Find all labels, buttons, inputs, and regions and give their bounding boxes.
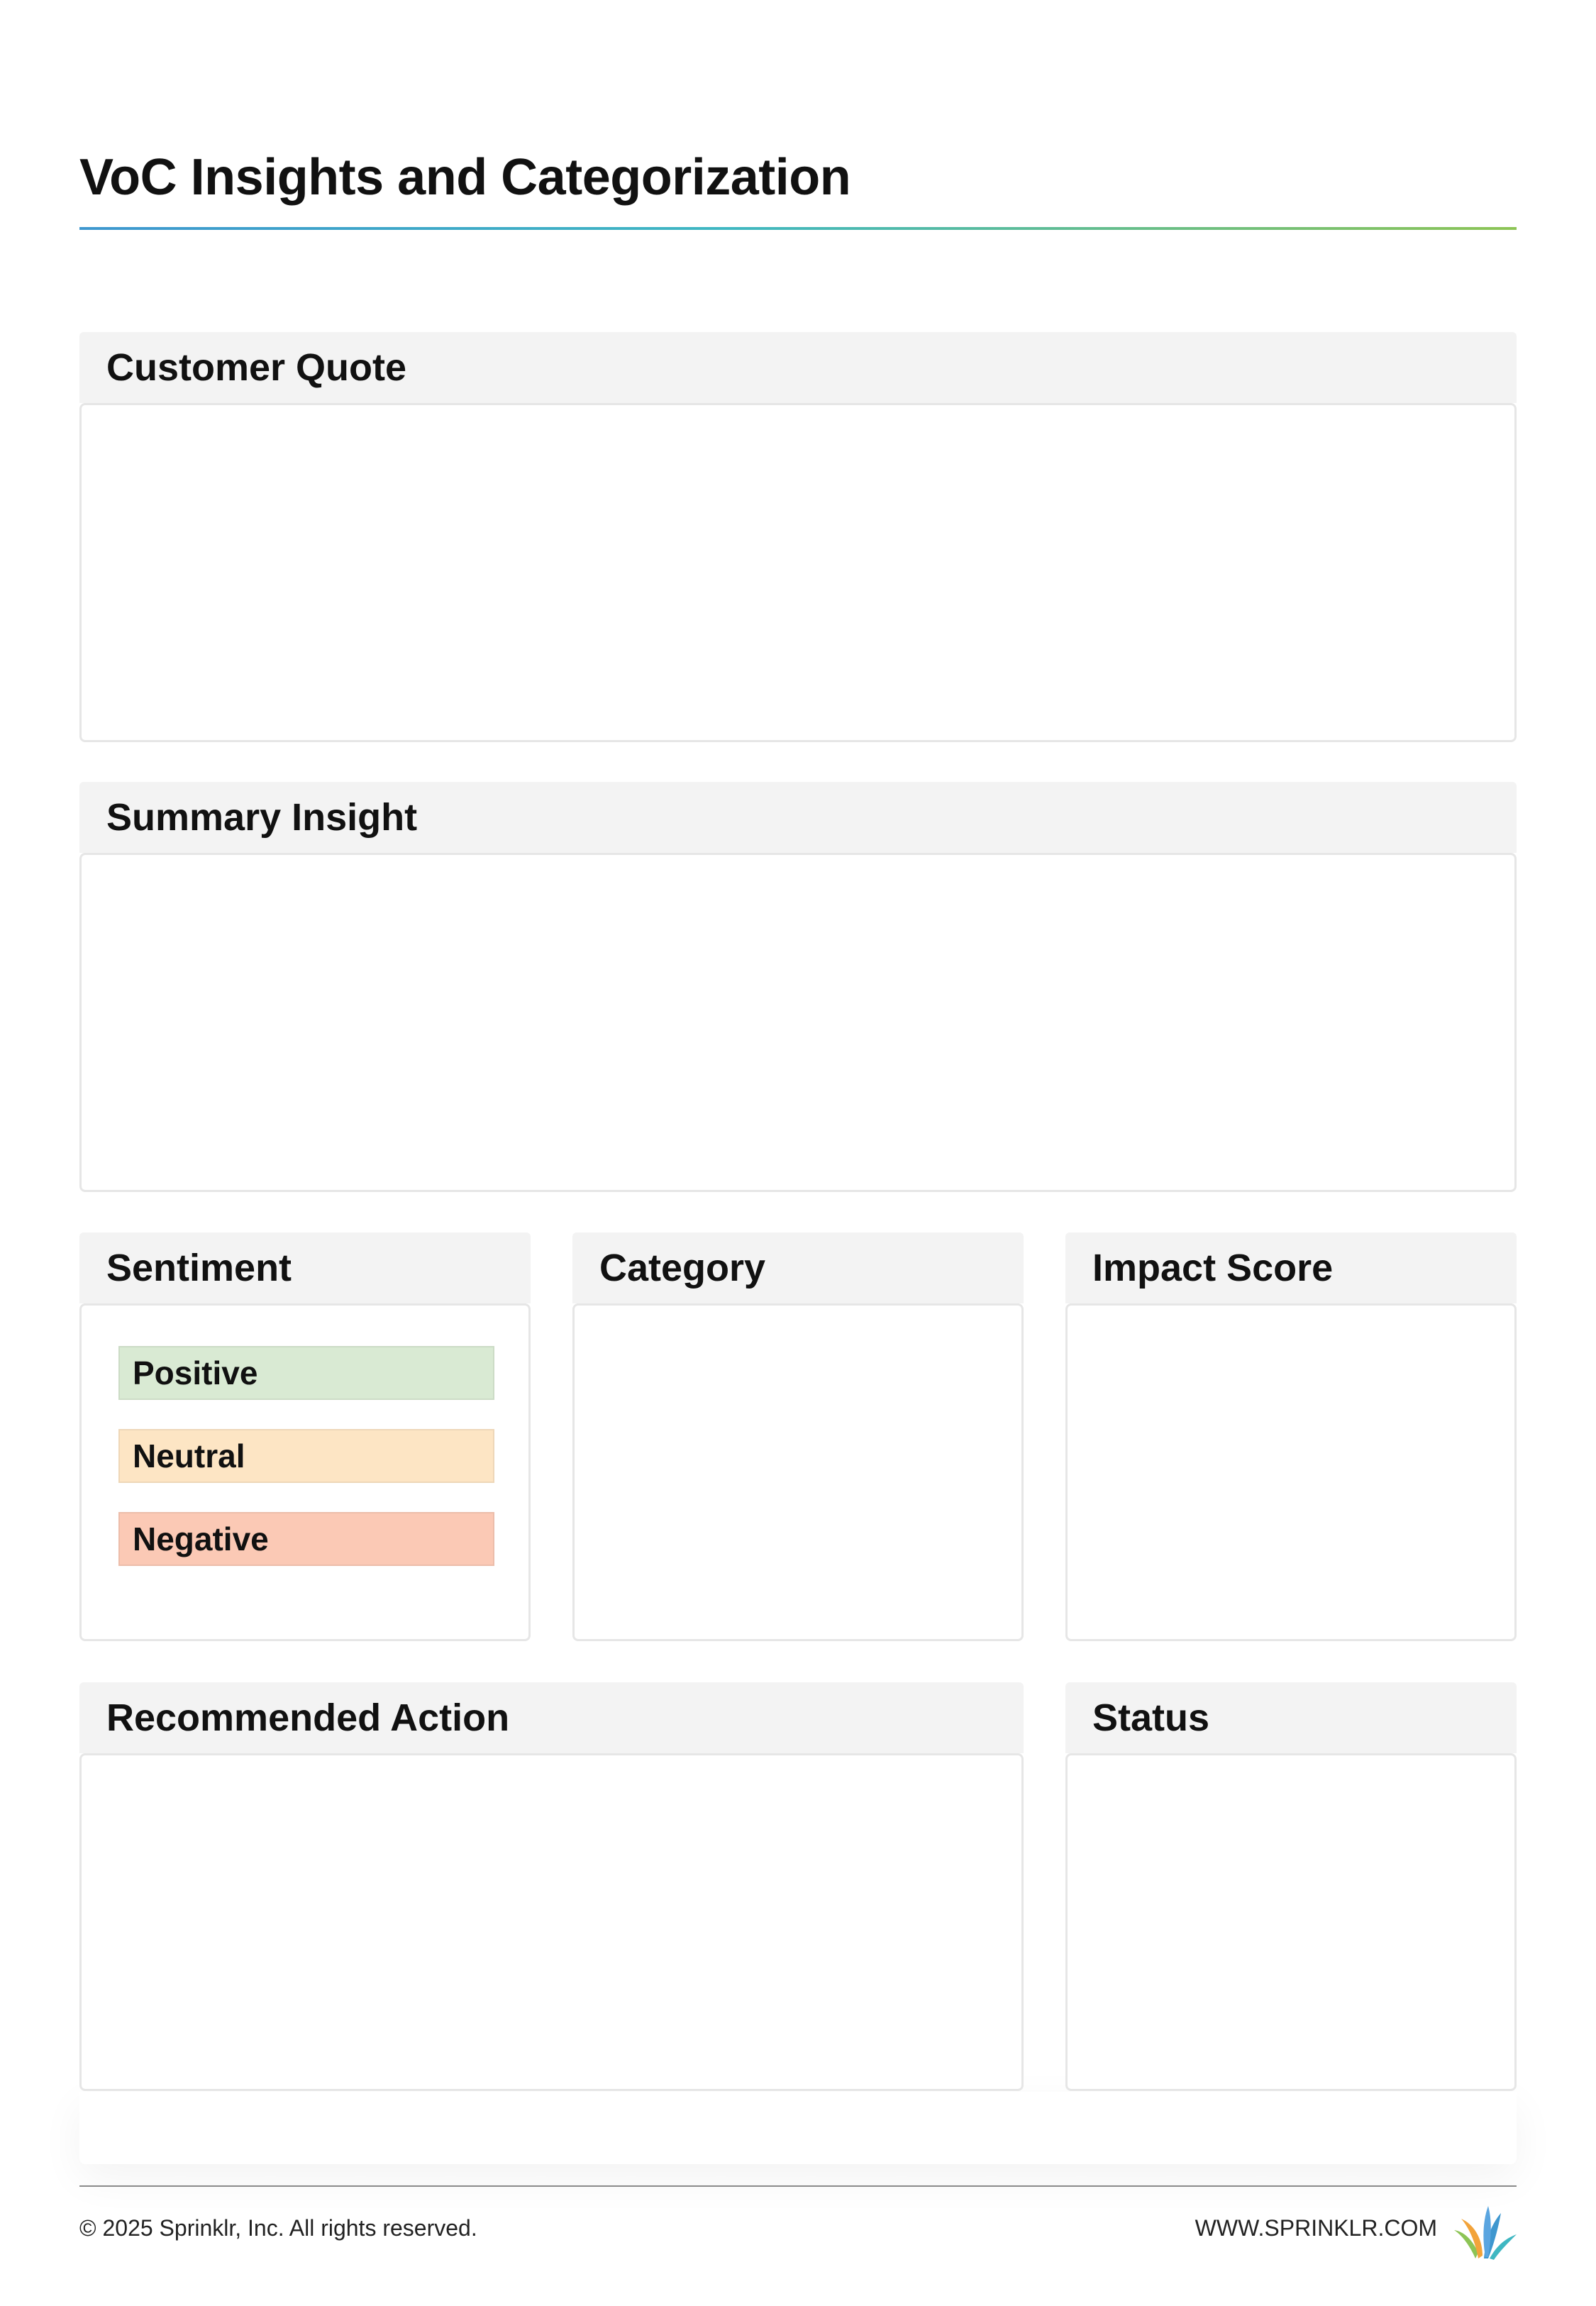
summary-insight-field[interactable] [79,853,1517,1192]
title-underline [79,227,1517,230]
sentiment-section [79,1232,531,1641]
sentiment-header: Sentiment [79,1232,531,1303]
impact-score-section [1065,1232,1517,1641]
customer-quote-header: Customer Quote [79,332,1517,403]
category-section [572,1232,1024,1641]
status-header: Status [1065,1682,1517,1753]
summary-insight-section [79,782,1517,1192]
customer-quote-section [79,332,1517,742]
status-field[interactable] [1065,1753,1517,2091]
category-header: Category [572,1232,1024,1303]
summary-insight-header: Summary Insight [79,782,1517,853]
footer-divider [79,2185,1517,2187]
sentiment-positive-option[interactable]: Positive [118,1346,494,1400]
sentiment-negative-option[interactable]: Negative [118,1512,494,1566]
recommended-action-section [79,1682,1024,2091]
sentiment-field [79,1303,531,1641]
footer-website-link[interactable]: WWW.SPRINKLR.COM [1195,2215,1437,2241]
impact-score-header: Impact Score [1065,1232,1517,1303]
recommended-action-header: Recommended Action [79,1682,1024,1753]
footer-copyright: © 2025 Sprinklr, Inc. All rights reserved. [79,2215,477,2241]
page-title: VoC Insights and Categorization [79,149,851,206]
status-section [1065,1682,1517,2091]
impact-score-field[interactable] [1065,1303,1517,1641]
customer-quote-field[interactable] [79,403,1517,742]
category-field[interactable] [572,1303,1024,1641]
sprinklr-logo-icon [1454,2203,1518,2260]
lower-card-shade [79,2092,1517,2164]
sentiment-neutral-option[interactable]: Neutral [118,1429,494,1483]
recommended-action-field[interactable] [79,1753,1024,2091]
